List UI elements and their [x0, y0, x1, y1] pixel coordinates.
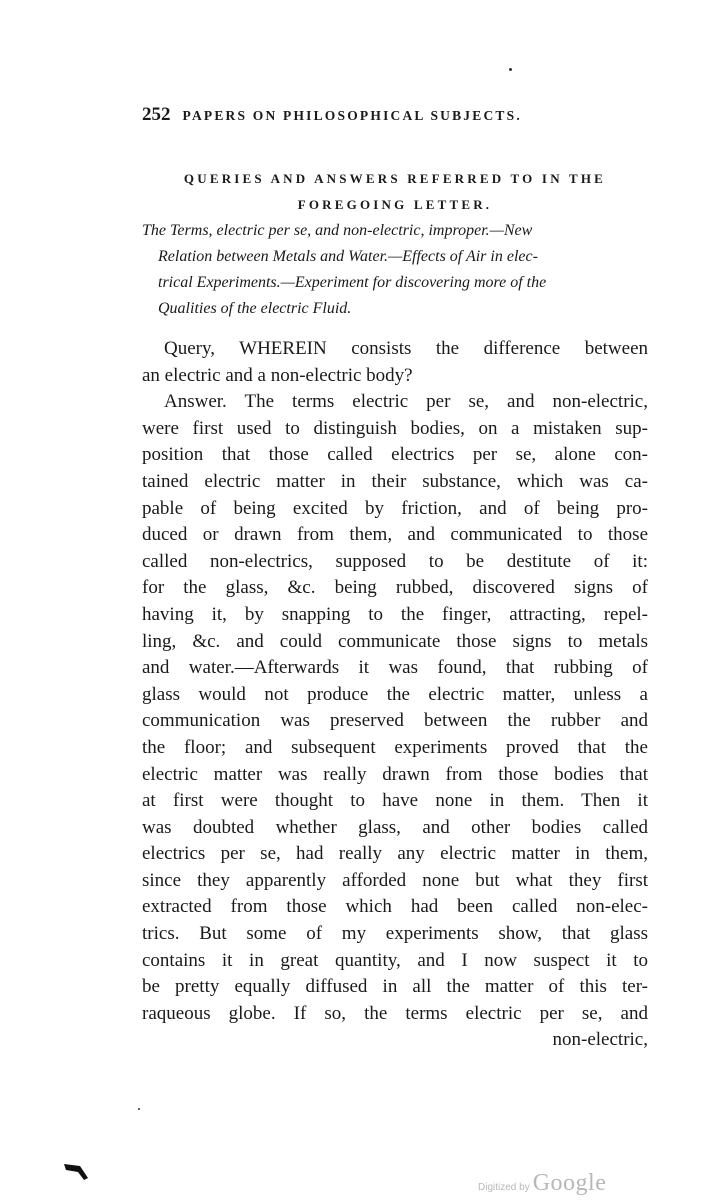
body-line: were first used to distinguish bodies, on a mistaken sup-	[142, 417, 648, 439]
body-line: duced or drawn from them, and communicated to those	[142, 524, 648, 546]
summary-line: Relation between Metals and Water.—Effects of Air in elec-	[158, 248, 538, 265]
body-line: at first were thought to have none in them. Then it	[142, 790, 648, 812]
section-summary	[142, 218, 648, 322]
ink-speck	[138, 1108, 140, 1110]
body-line: communication was preserved between the rubber and	[142, 710, 648, 732]
body-line: and water.—Afterwards it was found, that rubbing of	[142, 657, 648, 679]
body-line: electric matter was really drawn from those bodies that	[142, 763, 648, 785]
body-line: was doubted whether glass, and other bodies called	[142, 816, 648, 838]
watermark-digitized-text: Digitized by	[478, 1182, 530, 1193]
body-line: tained electric matter in their substance, which was ca-	[142, 470, 648, 492]
body-line: position that those called electrics per se, alone con-	[142, 444, 648, 466]
section-title-line-2: FOREGOING LETTER.	[297, 197, 493, 212]
body-line: electrics per se, had really any electric matter in them,	[142, 843, 648, 865]
page-corner-mark	[62, 1160, 92, 1182]
summary-line: Qualities of the electric Fluid.	[158, 300, 352, 317]
running-head: PAPERS ON PHILOSOPHICAL SUBJECTS.	[182, 108, 522, 123]
body-line: an electric and a non-electric body?	[142, 364, 413, 386]
section-title	[142, 166, 648, 218]
catchword: non-electric,	[552, 1029, 648, 1051]
body-line: contains it in great quantity, and I now suspect it to	[142, 949, 648, 971]
ink-speck	[509, 68, 512, 71]
body-line: trics. But some of my experiments show, that glass	[142, 923, 648, 945]
digitized-watermark	[478, 1170, 606, 1197]
body-line: extracted from those which had been called non-elec-	[142, 896, 648, 918]
summary-line: trical Experiments.—Experiment for discovering more of the	[158, 274, 547, 291]
summary-line: The Terms, electric per se, and non-electric, improper.—New	[142, 222, 533, 239]
body-line: Answer. The terms electric per se, and non-electric,	[164, 391, 648, 413]
body-line: pable of being excited by friction, and of being pro-	[142, 497, 648, 519]
body-line: called non-electrics, supposed to be destitute of it:	[142, 550, 648, 572]
page-header	[142, 104, 642, 128]
body-line: be pretty equally diffused in all the matter of this ter-	[142, 976, 648, 998]
page-number: 252	[142, 104, 171, 125]
body-line: ling, &c. and could communicate those signs to metals	[142, 630, 648, 652]
body-line: having it, by snapping to the finger, attracting, repel-	[142, 603, 648, 625]
section-title-line-1: QUERIES AND ANSWERS REFERRED TO IN THE	[183, 171, 607, 186]
body-line: glass would not produce the electric matter, unless a	[142, 683, 648, 705]
body-line: for the glass, &c. being rubbed, discovered signs of	[142, 577, 648, 599]
body-line: since they apparently afforded none but what they first	[142, 869, 648, 891]
body-text	[142, 336, 648, 1054]
body-line: the floor; and subsequent experiments proved that the	[142, 736, 648, 758]
watermark-brand: Google	[532, 1170, 607, 1196]
body-line: Query, WHEREIN consists the difference between	[164, 338, 648, 359]
body-line: raqueous globe. If so, the terms electric per se, and	[142, 1002, 648, 1024]
